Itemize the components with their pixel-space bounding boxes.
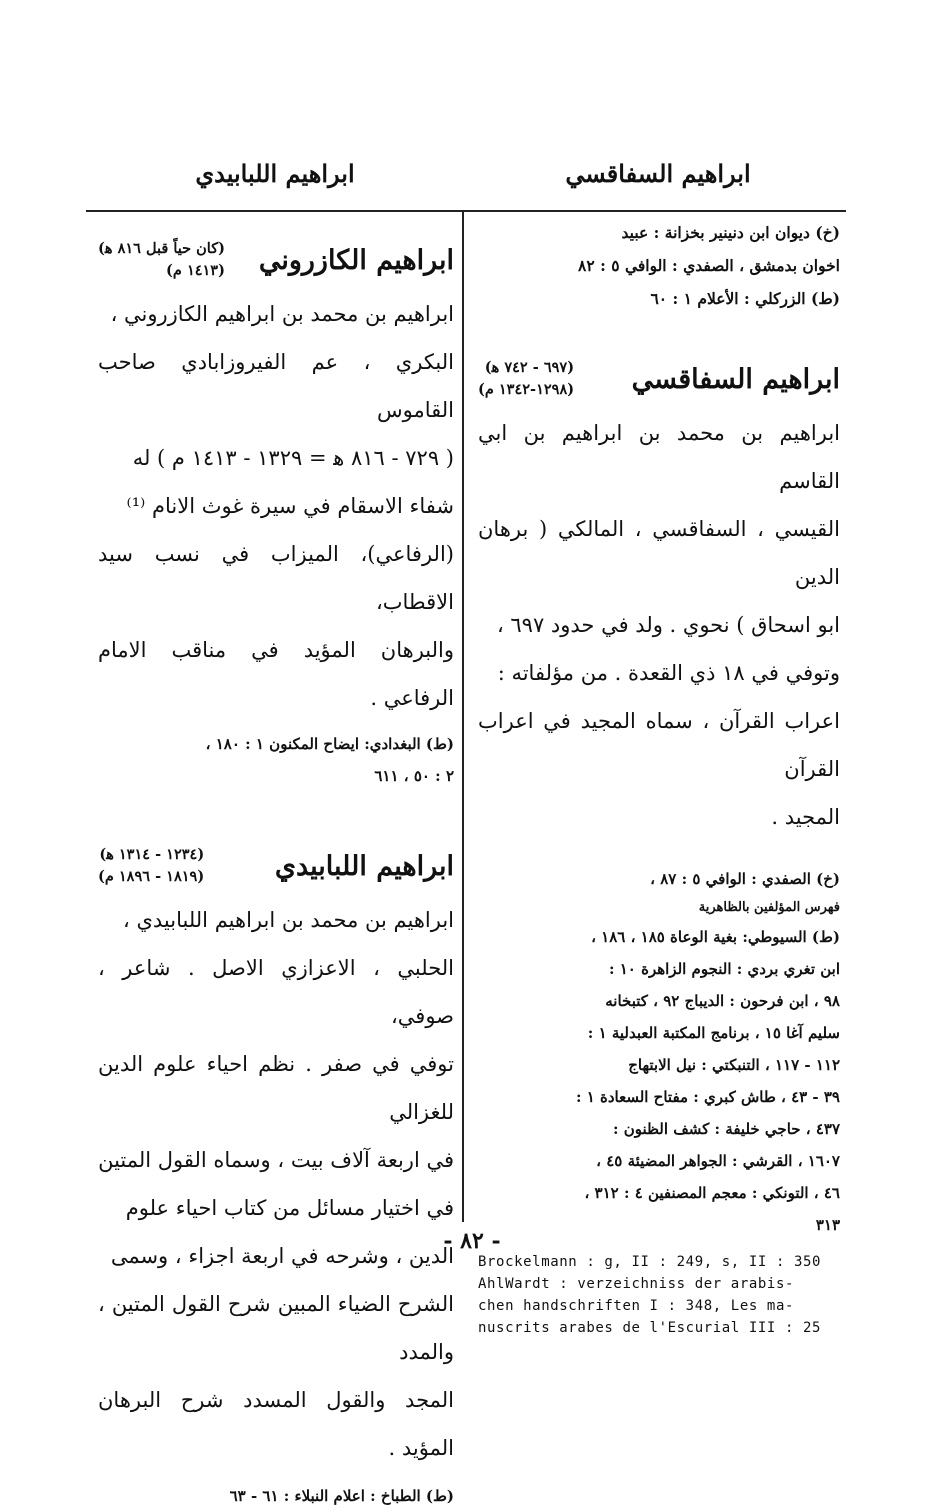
latin-references xyxy=(478,1251,840,1339)
right-column-header xyxy=(472,150,844,198)
body-line: (الرفاعي)، الميزاب في نسب سيد الاقطاب، xyxy=(98,542,454,614)
body-line: توفي في صفر . نظم احياء علوم الدين للغزالي xyxy=(98,1052,454,1124)
body-line: في اربعة آلاف بيت ، وسماه القول المتين xyxy=(98,1148,454,1172)
running-head-right: ابراهيم السفاقسي xyxy=(565,159,751,188)
entry-name: ابراهيم اللبابيدي xyxy=(274,850,454,882)
body-line: المجد والقول المسدد شرح البرهان المؤيد . xyxy=(98,1388,454,1460)
running-head-left: ابراهيم اللبابيدي xyxy=(195,159,355,188)
dates-line: (١٢٣٤ - ١٣١٤ ﻫ) xyxy=(99,846,205,863)
latin-line: AhlWardt : verzeichniss der arabis- xyxy=(478,1276,795,1292)
entry-body xyxy=(98,896,454,1472)
ref-line: سليم آغا ١٥ ، برنامج المكتبة العبدلية ١ : xyxy=(587,1024,840,1042)
body-line: الحلبي ، الاعزازي الاصل . شاعر ، صوفي، xyxy=(98,956,454,1028)
ref-line: ٣١٣ xyxy=(815,1216,840,1234)
continued-references xyxy=(478,216,840,315)
entry-dates xyxy=(98,844,204,888)
body-line: الشرح الضياء المبين شرح القول المتين ، والمدد xyxy=(98,1292,454,1364)
latin-line: nuscrits arabes de l'Escurial III : 25 xyxy=(478,1320,822,1336)
body-line: ابو اسحاق ) نحوي . ولد في حدود ٦٩٧ ، xyxy=(496,613,840,637)
ref-line: فهرس المؤلفين بالظاهرية xyxy=(698,900,840,915)
body-line: والبرهان المؤيد في مناقب الامام الرفاعي . xyxy=(98,638,454,710)
note-line: (ط) الزركلي : الأعلام ١ : ٦٠ xyxy=(650,289,840,308)
right-column xyxy=(478,216,840,1339)
body-line: وتوفي في ١٨ ذي القعدة . من مؤلفاته : xyxy=(497,661,840,685)
body-line: ابراهيم بن محمد بن ابراهيم اللبابيدي ، xyxy=(123,908,454,932)
entry-references xyxy=(478,863,840,1241)
ref-line: (ط) البغدادي: ايضاح المكنون ١ : ١٨٠ ، xyxy=(205,735,454,753)
latin-line: Brockelmann : g, II : 249, s, II : 350 xyxy=(478,1254,822,1270)
body-line: شفاء الاسقام في سيرة غوث الانام ⁽¹⁾ xyxy=(126,494,454,518)
body-line: في اختيار مسائل من كتاب احياء علوم xyxy=(125,1196,454,1220)
body-line: البكري ، عم الفيروزابادي صاحب القاموس xyxy=(98,350,454,422)
column-divider xyxy=(462,212,464,1222)
entry-body xyxy=(478,409,840,841)
ref-line: (ط) السيوطي: بغية الوعاة ١٨٥ ، ١٨٦ ، xyxy=(591,928,840,946)
ref-line: ٢ : ٥٠ ، ٦١١ xyxy=(374,767,454,785)
ref-line: ١٦٠٧ ، القرشي : الجواهر المضيئة ٤٥ ، xyxy=(596,1152,840,1170)
body-line: اعراب القرآن ، سماه المجيد في اعراب القرآن xyxy=(478,709,840,781)
dates-line: (١٤١٣ م) xyxy=(166,262,225,279)
entry-heading-kazaruni xyxy=(98,238,454,282)
ref-line: ٤٦ ، التونكي : معجم المصنفين ٤ : ٣١٢ ، xyxy=(584,1184,840,1202)
body-line: المجيد . xyxy=(771,805,840,829)
entry-references xyxy=(98,728,454,792)
ref-line: ٩٨ ، ابن فرحون : الديباج ٩٢ ، كتبخانه xyxy=(605,992,840,1010)
ref-line: ٤٣٧ ، حاجي خليفة : كشف الظنون : xyxy=(612,1120,840,1138)
body-line: ( ٧٢٩ - ٨١٦ ﻫ = ١٣٢٩ - ١٤١٣ م ) له xyxy=(132,446,454,470)
entry-dates xyxy=(478,357,574,401)
left-column-header xyxy=(92,150,458,198)
dates-hijri: (٦٩٧ - ٧٤٢ ﻫ) xyxy=(484,359,575,376)
entry-name: ابراهيم السفاقسي xyxy=(631,363,840,395)
ref-line: (خ) الصفدي : الوافي ٥ : ٨٧ ، xyxy=(650,870,840,888)
dates-ad: (١٢٩٨-١٣٤٢ م) xyxy=(478,381,575,398)
left-column xyxy=(98,226,454,1512)
page-number: - ٨٢ - xyxy=(443,1228,501,1254)
body-line: ابراهيم بن محمد بن ابراهيم بن ابي القاسم xyxy=(478,421,840,493)
dates-line: (١٨١٩ - ١٨٩٦ م) xyxy=(98,868,205,885)
entry-heading-lababidi xyxy=(98,844,454,888)
ref-line: ابن تغري بردي : النجوم الزاهرة ١٠ : xyxy=(608,960,840,978)
body-line: ابراهيم بن محمد بن ابراهيم الكازروني ، xyxy=(110,302,454,326)
entry-dates xyxy=(98,238,225,282)
ref-line: ٣٩ - ٤٣ ، طاش كبري : مفتاح السعادة ١ : xyxy=(575,1088,840,1106)
entry-body xyxy=(98,290,454,722)
latin-line: chen handschriften I : 348, Les ma- xyxy=(478,1298,795,1314)
ref-line: ١١٢ - ١١٧ ، التنبكتي : نيل الابتهاج xyxy=(628,1056,840,1074)
note-line: اخوان بدمشق ، الصفدي : الوافي ٥ : ٨٢ xyxy=(578,256,840,275)
dates-line: (كان حياً قبل ٨١٦ ﻫ) xyxy=(98,240,225,257)
ref-line: (ط) الطباخ : اعلام النبلاء : ٦١ - ٦٣ xyxy=(229,1487,454,1505)
note-line: (خ) ديوان ابن دنينير بخزانة : عبيد xyxy=(621,223,840,242)
entry-name: ابراهيم الكازروني xyxy=(258,244,454,276)
entry-references xyxy=(98,1480,454,1512)
entry-heading-safaqusi xyxy=(478,357,840,401)
body-line: الدين ، وشرحه في اربعة اجزاء ، وسمى xyxy=(110,1244,454,1268)
header-rule xyxy=(86,210,846,212)
body-line: القيسي ، السفاقسي ، المالكي ( برهان الدين xyxy=(478,517,840,589)
